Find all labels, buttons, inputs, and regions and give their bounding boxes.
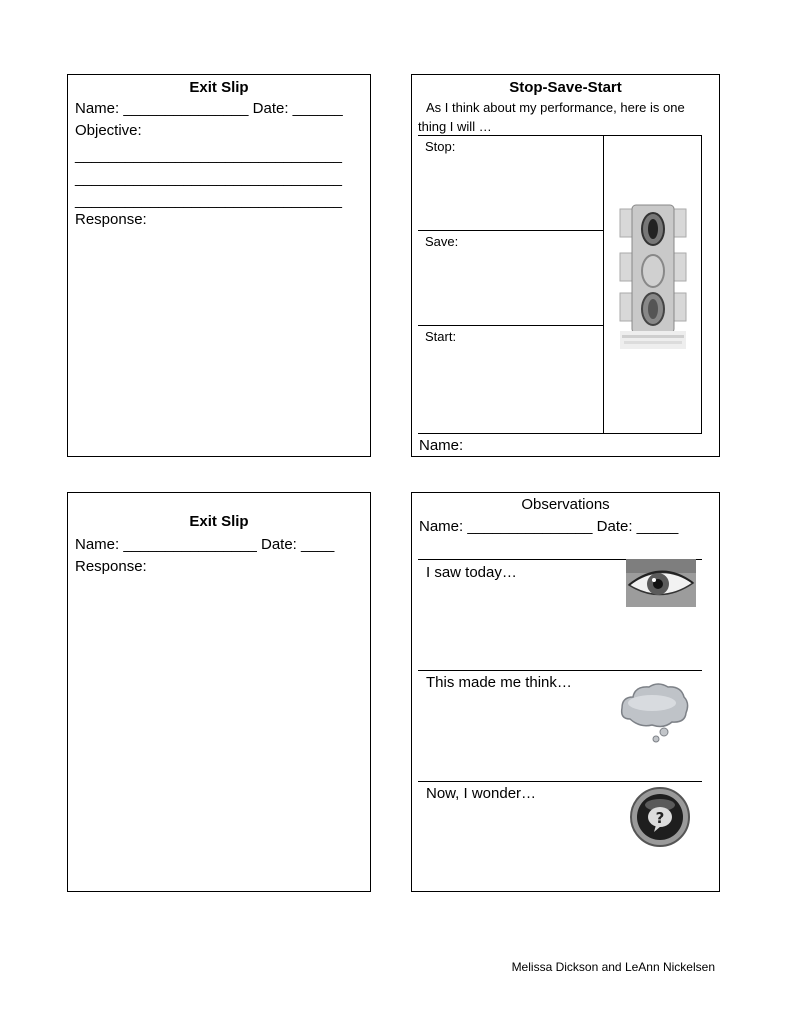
objective-blank-line: ________________________________ [75, 192, 342, 209]
question-mark-icon [629, 786, 691, 848]
traffic-light-icon [618, 203, 688, 353]
svg-text:?: ? [655, 809, 665, 827]
prompt-divider [418, 781, 702, 782]
observations-title: Observations [521, 496, 610, 513]
name-label: Name: [419, 437, 464, 454]
exit-slip-card-1 [67, 74, 371, 457]
prompt-label: This made me think… [426, 674, 572, 691]
prompt-divider [418, 670, 702, 671]
name-date-line: Name: _______________ Date: ______ [75, 100, 343, 117]
footer-credit: Melissa Dickson and LeAnn Nickelsen [511, 960, 715, 974]
objective-label: Objective: [75, 122, 142, 139]
exit-slip-card-2 [67, 492, 371, 892]
grid-right-border [701, 135, 702, 434]
stop-label: Stop: [425, 139, 456, 154]
row-divider [418, 325, 603, 326]
start-label: Start: [425, 329, 457, 344]
prompt-label: I saw today… [426, 564, 517, 581]
grid-bottom-rule [418, 433, 702, 434]
intro-line-1: As I think about my performance, here is one [426, 100, 685, 115]
name-date-line: Name: ________________ Date: ____ [75, 536, 335, 553]
row-divider [418, 230, 603, 231]
prompt-label: Now, I wonder… [426, 785, 537, 802]
eye-icon [626, 559, 696, 607]
save-label: Save: [425, 234, 459, 249]
grid-top-rule [418, 135, 702, 136]
name-date-line: Name: _______________ Date: _____ [419, 518, 679, 535]
objective-blank-line: ________________________________ [75, 170, 342, 187]
response-label: Response: [75, 211, 147, 228]
thought-cloud-icon [618, 681, 690, 745]
stop-save-start-card [411, 74, 720, 457]
intro-line-2: thing I will … [418, 119, 492, 134]
grid-left-divider [603, 135, 604, 434]
response-label: Response: [75, 558, 147, 575]
stop-save-start-title: Stop-Save-Start [509, 79, 622, 96]
exit-slip-title: Exit Slip [189, 513, 249, 530]
objective-blank-line: ________________________________ [75, 147, 342, 164]
exit-slip-title: Exit Slip [189, 79, 249, 96]
observations-card [411, 492, 720, 892]
